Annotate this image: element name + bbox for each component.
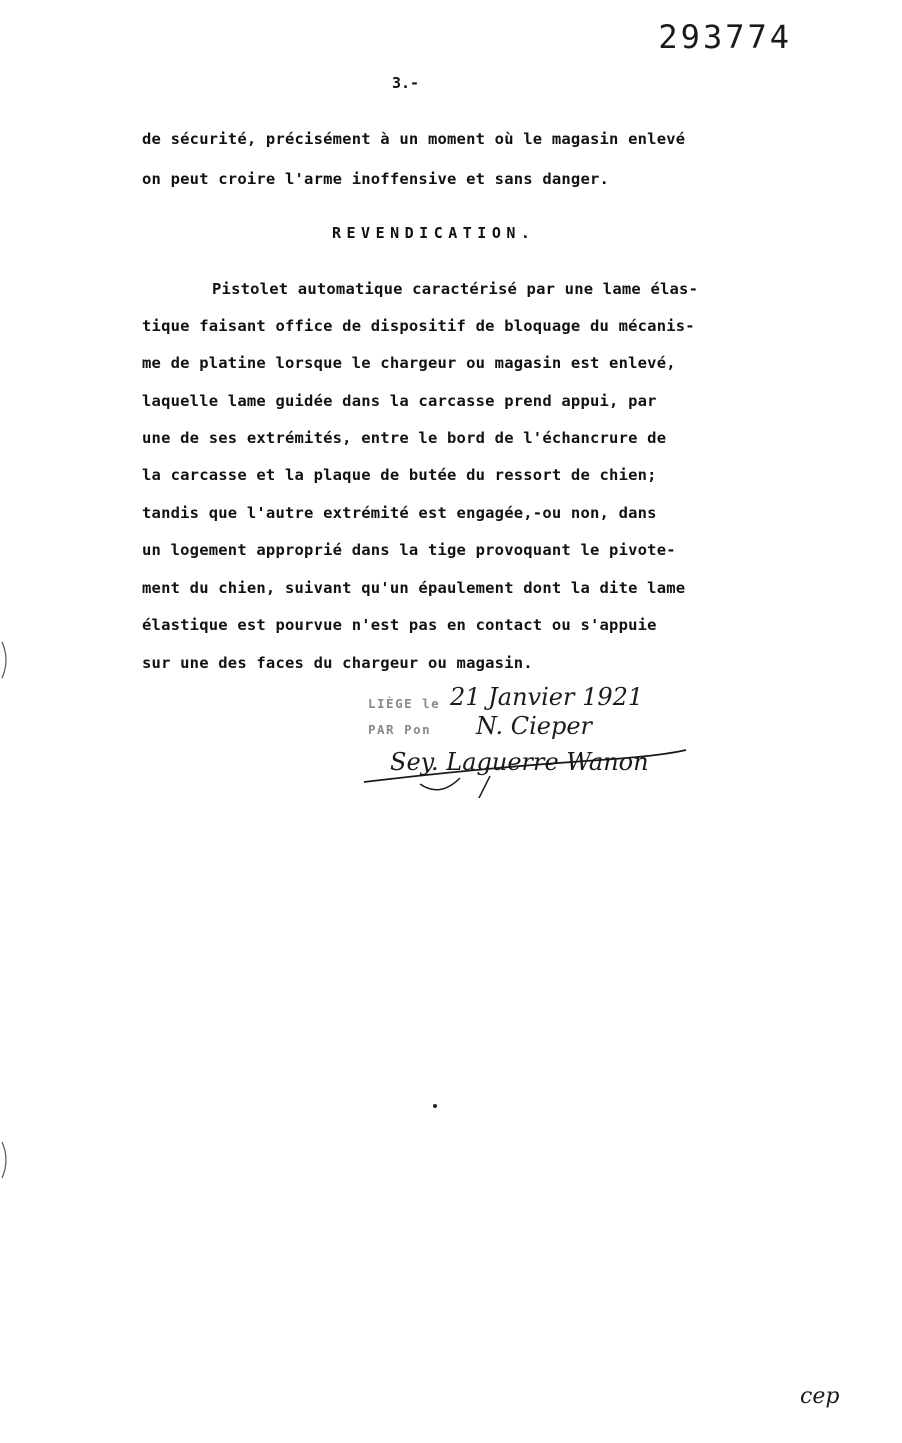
text-line: de sécurité, précisément à un moment où le magasin enlevé xyxy=(142,130,686,148)
handwritten-signer: N. Cieper xyxy=(476,712,593,740)
company-signature-text: Sey. Laguerre Wanon xyxy=(390,748,649,776)
claim-line: la carcasse et la plaque de butée du ressort de chien; xyxy=(142,466,657,484)
page-number: 3.- xyxy=(392,74,420,92)
claim-line: ment du chien, suivant qu'un épaulement dont la dite lame xyxy=(142,579,686,597)
claim-line: tique faisant office de dispositif de bloquage du mécanis- xyxy=(142,317,695,335)
place-stamp: LIÈGE le xyxy=(368,696,441,711)
text-line: on peut croire l'arme inoffensive et sans danger. xyxy=(142,170,610,188)
initials-mark: cep xyxy=(800,1384,840,1409)
claim-line: sur une des faces du chargeur ou magasin. xyxy=(142,654,533,672)
claim-line: me de platine lorsque le chargeur ou magasin est enlevé, xyxy=(142,354,676,372)
binding-hole-mark xyxy=(0,640,10,680)
claim-line: élastique est pourvue n'est pas en contact ou s'appuie xyxy=(142,616,657,634)
handwritten-date: 21 Janvier 1921 xyxy=(450,683,644,711)
speck-dot xyxy=(433,1104,437,1108)
claim-line: Pistolet automatique caractérisé par une lame élas- xyxy=(212,280,699,298)
claim-line: une de ses extrémités, entre le bord de l'échancrure de xyxy=(142,429,667,447)
claim-line: laquelle lame guidée dans la carcasse prend appui, par xyxy=(142,392,657,410)
claim-line: un logement approprié dans la tige provoquant le pivote- xyxy=(142,541,676,559)
proxy-stamp: PAR Pon xyxy=(368,722,432,737)
claim-line: tandis que l'autre extrémité est engagée,-ou non, dans xyxy=(142,504,657,522)
company-signature xyxy=(360,738,690,798)
binding-hole-mark xyxy=(0,1140,10,1180)
patent-number: 293774 xyxy=(658,18,792,56)
section-heading: REVENDICATION. xyxy=(332,224,536,242)
